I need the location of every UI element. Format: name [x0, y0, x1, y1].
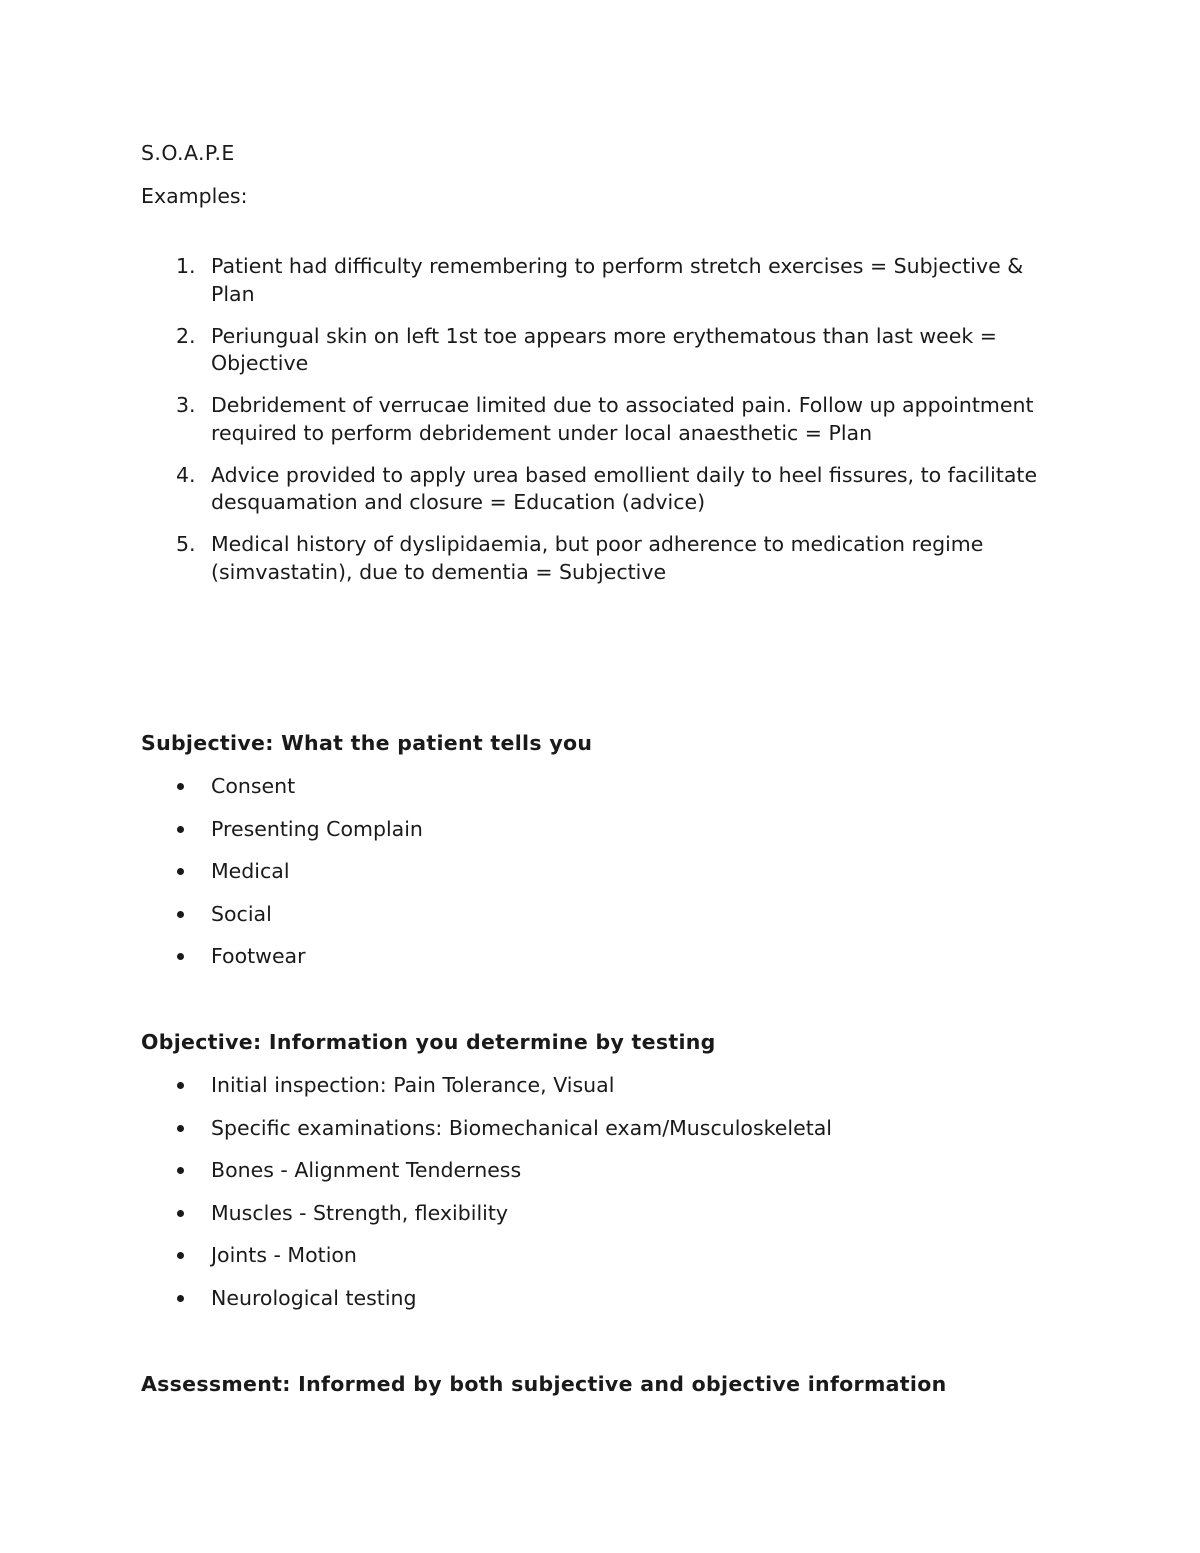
list-item-text: Social — [211, 901, 272, 926]
example-text: Patient had difficulty remembering to perform stretch exercises = Subjective & Plan — [211, 254, 1024, 306]
list-item-text: Specific examinations: Biomechanical exam/Musculoskeletal — [211, 1115, 833, 1140]
list-item-text: Medical — [211, 859, 290, 883]
example-item — [141, 462, 1071, 517]
bullet-icon — [177, 783, 184, 790]
example-number: 2. — [176, 323, 196, 348]
list-item — [141, 1157, 1071, 1200]
list-item — [141, 1200, 1071, 1243]
example-text: Advice provided to apply urea based emollient daily to heel fissures, to facilitate desquamation and closure = Education (advice) — [211, 462, 1038, 514]
examples-label: Examples: — [141, 184, 248, 208]
list-item — [141, 1242, 1071, 1285]
bullet-icon — [177, 1295, 184, 1302]
list-item-text: Consent — [211, 774, 296, 798]
bullet-icon — [177, 1210, 184, 1217]
example-text: Medical history of dyslipidaemia, but poor adherence to medication regime (simvastatin), due to dementia = Subjective — [211, 532, 984, 584]
example-number: 5. — [176, 532, 196, 556]
list-item-text: Joints - Motion — [211, 1243, 357, 1267]
example-item — [141, 253, 1071, 308]
subjective-heading: Subjective: What the patient tells you — [141, 731, 593, 755]
list-item-text: Neurological testing — [211, 1285, 417, 1310]
bullet-icon — [177, 1125, 184, 1132]
example-number: 4. — [176, 462, 196, 487]
example-item — [141, 323, 1071, 378]
list-item — [141, 1115, 1071, 1158]
list-item-text: Footwear — [211, 944, 306, 968]
list-item-text: Presenting Complain — [211, 816, 423, 841]
example-number: 3. — [176, 393, 196, 417]
bullet-icon — [177, 826, 184, 833]
example-text: Debridement of verrucae limited due to associated pain. Follow up appointment required to perform debridement under local anaesthetic = Plan — [211, 393, 1034, 445]
bullet-icon — [177, 1167, 184, 1174]
examples-list — [141, 253, 1071, 601]
example-number: 1. — [176, 254, 196, 278]
list-item-text: Bones - Alignment Tenderness — [211, 1158, 522, 1182]
example-item — [141, 392, 1071, 447]
list-item — [141, 858, 1071, 901]
bullet-icon — [177, 1252, 184, 1259]
example-text: Periungual skin on left 1st toe appears more erythematous than last week = Objective — [211, 323, 997, 375]
list-item — [141, 773, 1071, 816]
objective-list — [141, 1072, 1071, 1327]
document-title: S.O.A.P.E — [141, 141, 235, 165]
list-item-text: Initial inspection: Pain Tolerance, Visual — [211, 1073, 615, 1097]
list-item — [141, 1072, 1071, 1115]
example-item — [141, 531, 1071, 586]
assessment-heading: Assessment: Informed by both subjective and objective information — [141, 1372, 947, 1396]
bullet-icon — [177, 1082, 184, 1089]
bullet-icon — [177, 953, 184, 960]
bullet-icon — [177, 911, 184, 918]
bullet-icon — [177, 868, 184, 875]
list-item — [141, 1285, 1071, 1328]
list-item-text: Muscles - Strength, flexibility — [211, 1200, 509, 1225]
objective-heading: Objective: Information you determine by testing — [141, 1030, 716, 1054]
list-item — [141, 816, 1071, 859]
list-item — [141, 901, 1071, 944]
subjective-list — [141, 773, 1071, 986]
list-item — [141, 943, 1071, 986]
